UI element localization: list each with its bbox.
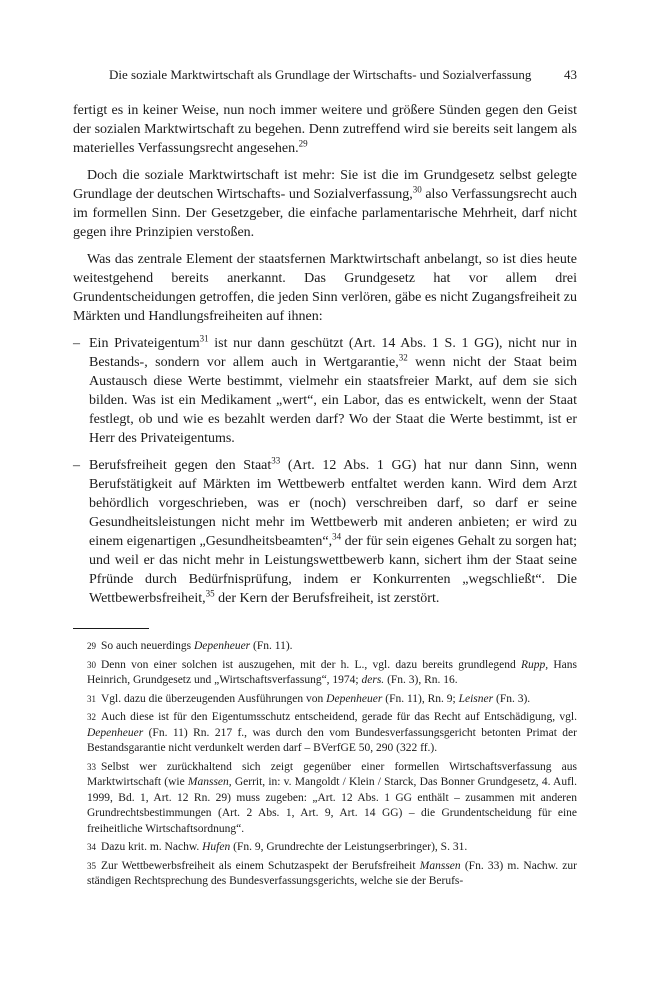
list-item-text: (Art. 12 Abs. 1 GG) hat nur dann Sinn, wenn Berufstätigkeit auf Märkten im Wettbewerb entfaltet werden kann. Wird dem Arzt behördlich vorgeschrieben, was er (noch) verschreiben darf, so darf er seine Gesundheitsleistungen nicht mehr im Wettbewerb mit anderen anbieten; er wird zu einem eigenartigen „Gesundheitsbeamten“, bbox=[89, 458, 577, 549]
footnote-number: 29 bbox=[87, 641, 96, 651]
footnote-number: 34 bbox=[87, 842, 96, 852]
footnote-text: Auch diese ist für den Eigentumsschutz entscheidend, gerade für das Recht auf Entschädigung, vgl. bbox=[101, 711, 577, 723]
footnote-text: (Fn. 3), Rn. 16. bbox=[384, 674, 458, 686]
footnote-29 bbox=[73, 639, 577, 655]
footnote-text: Dazu krit. m. Nachw. bbox=[101, 841, 203, 853]
footnote-text: Zur Wettbewerbsfreiheit als einem Schutzaspekt der Berufsfreiheit bbox=[101, 859, 420, 872]
footnote-number: 35 bbox=[87, 860, 96, 871]
book-page bbox=[73, 66, 577, 893]
paragraph-2 bbox=[73, 166, 577, 242]
footnote-number: 32 bbox=[87, 712, 96, 722]
footnote-text: (Fn. 33) m. Nachw. zur ständigen Rechtsprechung des Bundesverfassungsgerichts, welche sie der Berufs- bbox=[87, 859, 577, 887]
paragraph-3 bbox=[73, 250, 577, 326]
footnote-author: Depenheuer bbox=[87, 726, 144, 739]
footnote-author: Manssen, bbox=[187, 776, 232, 788]
paragraph-text: Doch die soziale Marktwirtschaft ist mehr: Sie ist die im Grundgesetz selbst gelegte Grundlage der deutschen Wirtschafts- und Sozialverfassung, bbox=[73, 168, 577, 202]
list-item-text: ist nur dann geschützt (Art. 14 Abs. 1 S. 1 GG), nicht nur in Bestands-, sondern vor allem auch in Wertgarantie, bbox=[89, 336, 578, 370]
footnote-number: 31 bbox=[87, 693, 96, 704]
footnote-text: (Fn. 9, Grundrechte der Leistungserbringer), S. 31. bbox=[230, 841, 468, 853]
footnote-30 bbox=[73, 658, 577, 689]
list-item-text: der Kern der Berufsfreiheit, ist zerstört. bbox=[214, 591, 440, 606]
list-item-text: der für sein eigenes Gehalt zu sorgen hat; und weil er das nicht mehr in Leistungswettbewerb kann, sichert ihm der Staat seine Pfründe durch Bedürfnisprüfung, indem er Konkurrenten „wegschließt“. Die Wettbewerbsfreiheit, bbox=[89, 534, 577, 606]
footnote-ref-29[interactable]: 29 bbox=[298, 138, 308, 149]
footnote-ref-33[interactable]: 33 bbox=[271, 455, 281, 466]
dash-bullet: – bbox=[73, 458, 80, 473]
footnote-31 bbox=[73, 692, 577, 708]
dash-bullet: – bbox=[73, 336, 80, 351]
paragraph-text: also Verfassungsrecht auch im formellen Sinn. Der Gesetzgeber, die einfache parlamentarische Mehrheit, darf nicht gegen ihre Prinzipien verstoßen. bbox=[73, 187, 577, 240]
footnote-text: (Fn. 11) Rn. 217 f., was durch den vom Bundesverfassungsgericht betonten Primat der Bestandsgarantie nicht verdunkelt werden darf – BVerfGE 50, 290 (322 ff.). bbox=[87, 726, 577, 754]
footnote-ref-32[interactable]: 32 bbox=[398, 352, 408, 363]
footnote-number: 33 bbox=[87, 761, 96, 772]
footnote-ref-31[interactable]: 31 bbox=[199, 333, 209, 344]
footnote-ref-34[interactable]: 34 bbox=[332, 531, 342, 542]
list-item-text: wenn nicht der Staat beim Austausch diese Werte bestimmt, vielmehr ein staatsfreier Markt, auf dem sie sich bilden. Was ist ein Medikament „wert“, ein Labor, das es entwickelt, wenn der Staat festlegt, ob und wie es bezahlt werden darf? Wo der Staat die Werte bestimmt, ist er Herr des Privateigentums. bbox=[89, 355, 577, 446]
footnote-text: (Fn. 11), Rn. 9; bbox=[382, 692, 459, 705]
footnote-text: (Fn. 11). bbox=[250, 640, 293, 652]
footnote-number: 30 bbox=[87, 659, 96, 670]
page-number: 43 bbox=[564, 67, 577, 82]
list-item-text: Ein Privateigentum bbox=[89, 336, 200, 351]
paragraph-text: fertigt es in keiner Weise, nun noch immer weitere und größere Sünden gegen den Geist der sozialen Marktwirtschaft zu begehen. Denn zutreffend wird sie bereits seit langem als materielles Verfassungsrecht angesehen. bbox=[73, 103, 577, 156]
footnote-33 bbox=[73, 760, 577, 838]
list-item-berufsfreiheit bbox=[73, 456, 577, 608]
footnote-text: Selbst wer zurückhaltend sich zeigt gegenüber einer formellen Wirtschaftsverfassung aus Marktwirtschaft (wie bbox=[87, 760, 577, 788]
footnote-text: Denn von einer solchen ist auszugehen, mit der h. L., vgl. dazu bereits grundlegend bbox=[101, 658, 521, 671]
footnote-text: Gerrit, in: v. Mangoldt / Klein / Starck, Das Bonner Grundgesetz, 4. Aufl. 1999, Bd. 1, Art. 12 Rn. 29) muss zugeben: „Art. 12 Abs. 1 GG enthält – zusammen mit anderen Grundrechtsbestimmungen (Art. 2 Abs. 1, Art. 9, Art. 14 GG) – die Grundentscheidung für eine freiheitliche Wirtschaftsordnung“. bbox=[87, 776, 577, 835]
running-header bbox=[73, 66, 577, 84]
footnote-text: Hans Heinrich, Grundgesetz und „Wirtschaftsverfassung“, 1974; bbox=[87, 658, 577, 686]
main-text bbox=[73, 101, 577, 608]
footnote-text: Vgl. dazu die überzeugenden Ausführungen von bbox=[101, 692, 327, 705]
footnotes bbox=[73, 639, 577, 890]
footnote-ref-30[interactable]: 30 bbox=[412, 184, 422, 195]
footnote-author: ders. bbox=[361, 674, 385, 686]
footnote-author: Hufen bbox=[202, 841, 231, 853]
running-title: Die soziale Marktwirtschaft als Grundlage der Wirtschafts- und Sozialverfassung bbox=[109, 67, 532, 82]
footnote-34 bbox=[73, 840, 577, 856]
list-item-privateigentum bbox=[73, 334, 577, 448]
footnote-35 bbox=[73, 859, 577, 890]
footnote-author: Depenheuer bbox=[193, 640, 251, 652]
footnote-author: Rupp, bbox=[520, 658, 549, 671]
footnote-separator bbox=[73, 628, 149, 629]
footnote-text: (Fn. 3). bbox=[493, 692, 531, 705]
footnote-author: Depenheuer bbox=[326, 692, 383, 705]
footnote-author: Leisner bbox=[458, 692, 494, 705]
paragraph-text: Was das zentrale Element der staatsfernen Marktwirtschaft anbelangt, so ist dies heute weitestgehend bereits anerkannt. Das Grundgesetz hat vor allem drei Grundentscheidungen getroffen, die jeden Sinn verlören, gäbe es nicht Zugangsfreiheit zu Märkten und Handlungsfreiheiten auf ihnen: bbox=[73, 252, 577, 324]
footnote-author: Manssen bbox=[419, 859, 461, 872]
footnote-ref-35[interactable]: 35 bbox=[205, 588, 215, 599]
paragraph-1 bbox=[73, 101, 577, 158]
footnote-text: So auch neuerdings bbox=[101, 640, 194, 652]
list-item-text: Berufsfreiheit gegen den Staat bbox=[89, 458, 272, 473]
footnote-32 bbox=[73, 710, 577, 757]
